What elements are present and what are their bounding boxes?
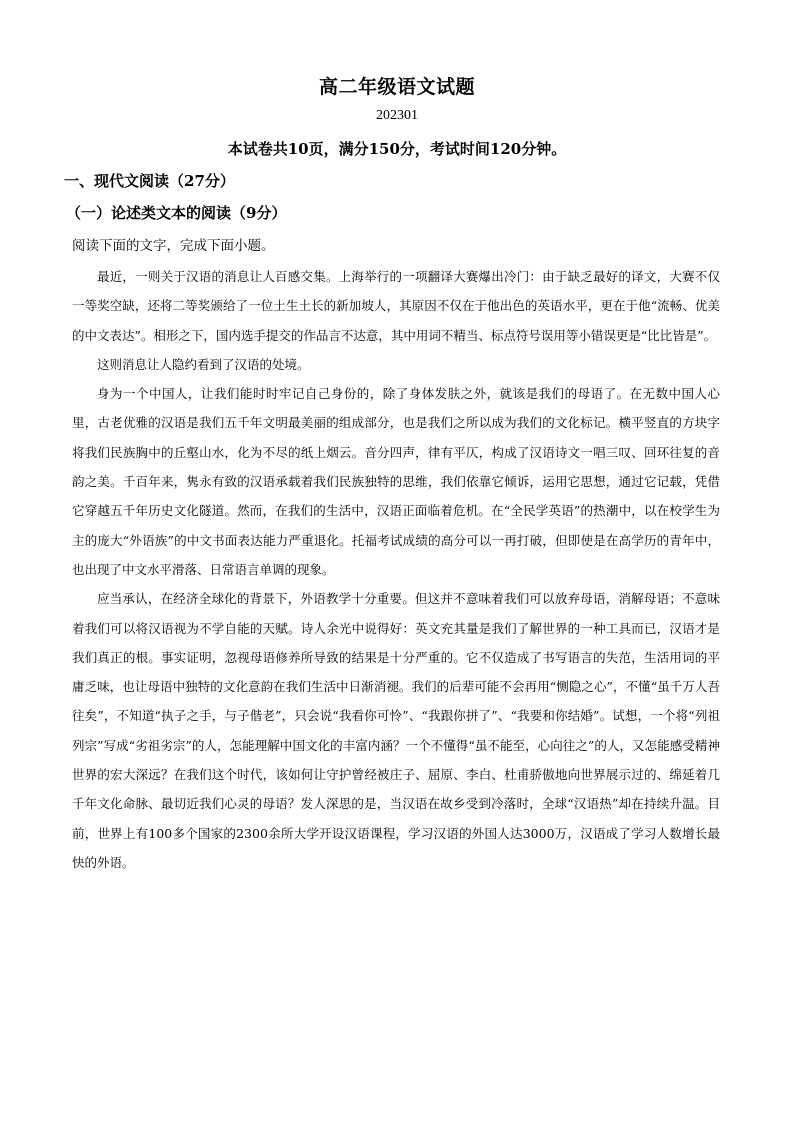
exam-date: 202301 — [376, 108, 418, 123]
exam-instruction: 本试卷共10页，满分150分，考试时间120分钟。 — [227, 140, 567, 158]
section-heading: 一、现代文阅读（27分） — [64, 172, 235, 190]
passage-body — [72, 262, 720, 877]
subsection-heading: （一）论述类文本的阅读（9分） — [66, 204, 287, 222]
reading-instruction: 阅读下面的文字，完成下面小题。 — [72, 238, 275, 254]
passage-paragraph: 最近，一则关于汉语的消息让人百感交集。上海举行的一项翻译大赛爆出冷门：由于缺乏最好的译文，大赛不仅一等奖空缺，还将二等奖颁给了一位土生土长的新加坡人，其原因不仅在于他出色的英语水平，更在于他“流畅、优美的中文表达”。相形之下，国内选手提交的作品言不达意，其中用词不精当、标点符号误用等小错误更是“比比皆是”。 — [72, 269, 720, 343]
exam-title: 高二年级语文试题 — [318, 76, 475, 98]
passage-paragraph: 身为一个中国人，让我们能时时牢记自己身份的，除了身体发肤之外，就该是我们的母语了。在无数中国人心里，古老优雅的汉语是我们五千年文明最美丽的组成部分，也是我们之所以成为我们的文化标记。横平竖直的方块字将我们民族胸中的丘壑山水，化为不尽的纸上烟云。音分四声，律有平仄，构成了汉语诗文一唱三叹、回环往复的音韵之美。千百年来，隽永有致的汉语承载着我们民族独特的思维，我们依靠它倾诉，运用它思想，通过它记载，凭借它穿越五千年历史文化隧道。然而，在我们的生活中，汉语正面临着危机。在“全民学英语”的热潮中，以在校学生为主的庞大“外语族”的中文书面表达能力严重退化。托福考试成绩的高分可以一再打破，但即使是在高学历的青年中，也出现了中文水平滑落、日常语言单调的现象。 — [72, 386, 720, 577]
passage-paragraph: 应当承认，在经济全球化的背景下，外语教学十分重要。但这并不意味着我们可以放弃母语，消解母语；不意味着我们可以将汉语视为不学自能的天赋。诗人余光中说得好：英文充其量是我们了解世界的一种工具而已，汉语才是我们真正的根。事实证明，忽视母语修养所导致的结果是十分严重的。它不仅造成了书写语言的失范，生活用词的平庸乏味，也让母语中独特的文化意韵在我们生活中日渐消褪。我们的后辈可能不会再用“恻隐之心”，不懂“虽千万人吾往矣”，不知道“执子之手，与子偕老”，只会说“我看你可怜”、“我跟你拼了”、“我要和你结婚”。试想，一个将“列祖列宗”写成“劣祖劣宗”的人，怎能理解中国文化的丰富内涵？一个不懂得“虽不能至，心向往之”的人，又怎能感受精神世界的宏大深远？在我们这个时代，该如何让守护曾经被庄子、屈原、李白、杜甫骄傲地向世界展示过的、绵延着几千年文化命脉、最切近我们心灵的母语？发人深思的是，当汉语在故乡受到冷落时，全球“汉语热”却在持续升温。目前，世界上有100多个国家的2300余所大学开设汉语课程，学习汉语的外国人达3000万，汉语成了学习人数增长最快的外语。 — [72, 591, 720, 870]
passage-paragraph: 这则消息让人隐约看到了汉语的处境。 — [97, 356, 310, 372]
